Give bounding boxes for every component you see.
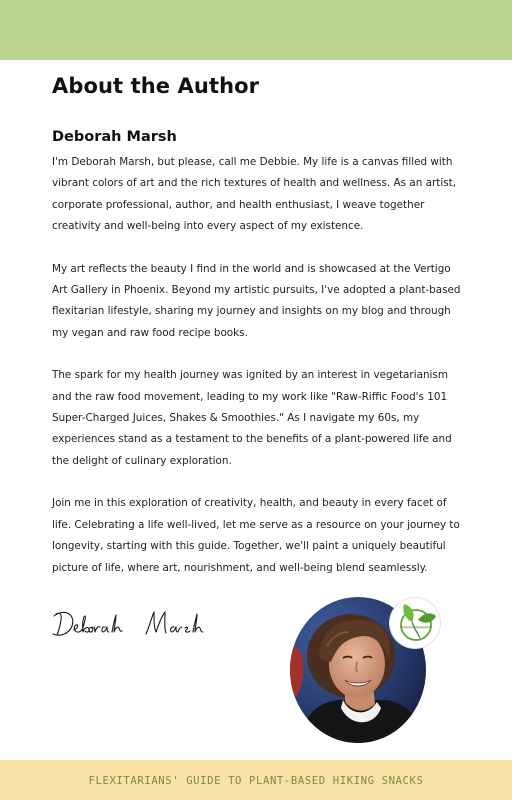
page-title: About the Author xyxy=(52,74,260,98)
footer-book-title: FLEXITARIANS' GUIDE TO PLANT-BASED HIKING SNACKS xyxy=(88,775,424,787)
bio-paragraph-1: I'm Deborah Marsh, but please, call me Debbie. My life is a canvas filled with vibrant colors of art and the rich textures of health and wellness. As an artist, corporate professional, author, and health enthusiast, I weave together creativity and well-being into every aspect of my existence. xyxy=(52,156,456,233)
plant-based-flex-logo xyxy=(390,598,440,648)
header-band xyxy=(0,0,512,60)
author-name: Deborah Marsh xyxy=(52,129,177,145)
author-bio xyxy=(52,152,464,600)
author-signature xyxy=(50,602,250,646)
bio-paragraph-3: The spark for my health journey was ignited by an interest in vegetarianism and the raw food movement, leading to my work like "Raw-Riffic Food's 101 Super-Charged Juices, Shakes & Smoothies." As I navigate my 60s, my experiences stand as a testament to the benefits of a plant-powered life and the delight of culinary exploration. xyxy=(52,369,452,467)
bio-paragraph-2: My art reflects the beauty I find in the world and is showcased at the Vertigo Art Gallery in Phoenix. Beyond my artistic pursuits, I've adopted a plant-based flexitarian lifestyle, sharing my journey and insights on my blog and through my vegan and raw food recipe books. xyxy=(52,262,461,339)
bio-paragraph-4: Join me in this exploration of creativity, health, and beauty in every facet of life. Celebrating a life well-lived, let me serve as a resource on your journey to longevity, starting with this guide. Together, we'll paint a uniquely beautiful picture of life, where art, nourishment, and well-being blend seamlessly. xyxy=(52,497,460,574)
